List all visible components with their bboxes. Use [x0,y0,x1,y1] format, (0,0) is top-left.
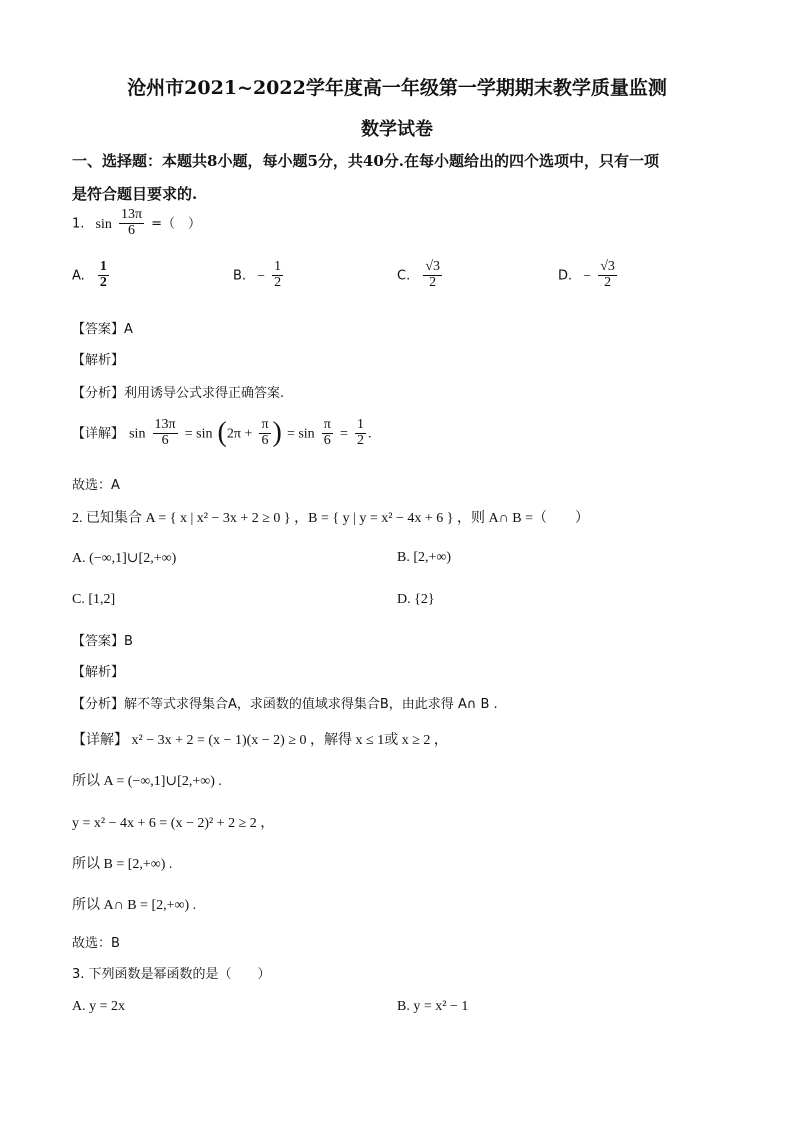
q1-detail: 【详解】 sin $\frac{13\pi}{6}$ = sin (2π + $\frac{\pi}{6}$ ) = sin $\frac{\pi}{6}$ = $\frac{1}{2}$ . [72,417,372,449]
q2-detail-2: 所以 A = (−∞,1]∪[2,+∞) . [72,774,222,789]
q1-option-a: A. $\frac{1}{2}$ [72,259,107,290]
q1-answer: 【答案】A [72,322,133,337]
q1-option-d: D. − $\frac{√3}{2}$ [558,259,615,290]
q1-fraction: $\frac{13\pi}{6}$ [120,207,143,238]
q2-detail-3: y = x² − 4x + 6 = (x − 2)² + 2 ≥ 2 ， [72,816,275,831]
q2-option-b: B. [2,+∞) [397,550,452,565]
q3-option-b: B. y = x² − 1 [397,999,469,1014]
q2-option-d: D. {2} [397,592,435,607]
q1-sin: sin [95,216,112,232]
q1-choose: 故选：A [72,478,120,493]
q2-detail-1: 【详解】 x² − 3x + 2 = (x − 1)(x − 2) ≥ 0 ，解得 x ≤ 1或 x ≥ 2 ， [72,733,448,748]
q2-detail-5: 所以 A∩ B = [2,+∞) . [72,898,197,913]
q2-stem: 2. 已知集合 A = { x | x² − 3x + 2 ≥ 0 } ，B = { y | y = x² − 4x + 6 } ，则 A∩ B =（ ） [72,511,589,526]
q2-answer: 【答案】B [72,634,133,649]
exam-subtitle: 数学试卷 [361,119,433,140]
q1-jiexi: 【解析】 [72,353,125,368]
q1-stem [72,208,201,238]
q1-tail: =（ ） [151,216,202,232]
q2-jiexi: 【解析】 [72,665,125,680]
q2-detail-4: 所以 B = [2,+∞) . [72,857,173,872]
q2-choose: 故选：B [72,936,120,951]
q2-option-a: A. (−∞,1]∪[2,+∞) [72,551,177,566]
q2-analysis: 【分析】解不等式求得集合A，求函数的值域求得集合B，由此求得 A∩ B . [72,697,498,712]
q1-analysis: 【分析】利用诱导公式求得正确答案. [72,386,285,401]
q1-option-c: C. $\frac{√3}{2}$ [397,259,440,290]
section-heading-line2: 是符合题目要求的. [72,185,198,203]
q3-stem: 3. 下列函数是幂函数的是（ ） [72,967,271,982]
q3-option-a: A. y = 2x [72,999,126,1014]
exam-title: 沧州市2021~2022学年度高一年级第一学期期末教学质量监测 [127,77,667,99]
q1-option-b: B. − $\frac{1}{2}$ [233,259,282,290]
section-heading-line1: 一、选择题：本题共8小题，每小题5分，共40分.在每小题给出的四个选项中，只有一项 [72,152,659,170]
q1-number: 1. [72,216,85,232]
q2-option-c: C. [1,2] [72,592,116,607]
